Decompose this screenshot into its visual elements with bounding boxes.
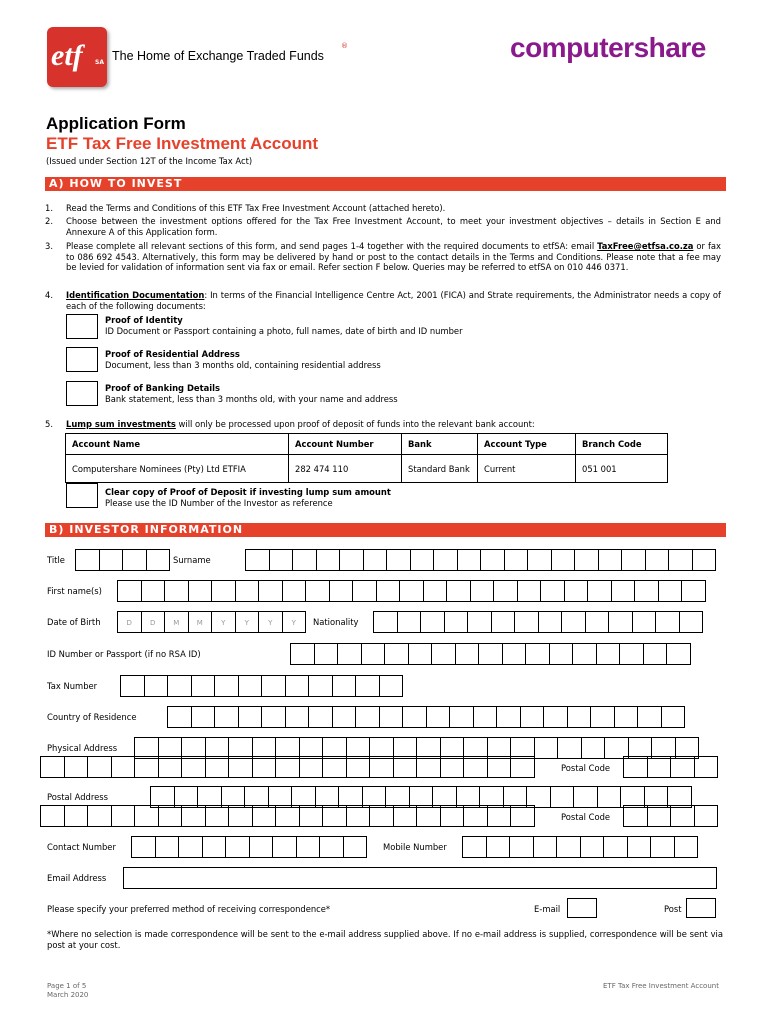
issued-note: (Issued under Section 12T of the Income Tax Act) bbox=[46, 156, 253, 166]
email-link[interactable]: TaxFree@etfsa.co.za bbox=[597, 241, 694, 251]
cell-account-number: 282 474 110 bbox=[289, 455, 402, 483]
col-bank: Bank bbox=[402, 434, 478, 455]
tax-field[interactable] bbox=[120, 675, 402, 697]
proof-identity-desc: ID Document or Passport containing a photo, full names, date of birth and ID number bbox=[105, 326, 463, 336]
proof-identity-title: Proof of Identity bbox=[105, 315, 183, 325]
pref-email-checkbox[interactable] bbox=[567, 898, 597, 918]
instruction-1-num: 1. bbox=[45, 203, 53, 213]
instruction-3-pre: Please complete all relevant sections of this form, and send pages 1-4 together with the required documents to etfSA: email bbox=[66, 241, 598, 251]
dob-day-1[interactable]: D bbox=[117, 611, 142, 633]
col-account-type: Account Type bbox=[478, 434, 576, 455]
proof-banking-title: Proof of Banking Details bbox=[105, 383, 220, 393]
postal-code-label-physical: Postal Code bbox=[561, 763, 611, 773]
postal-code-label-postal: Postal Code bbox=[561, 812, 611, 822]
col-branch-code: Branch Code bbox=[576, 434, 668, 455]
instruction-4-lead: Identification Documentation bbox=[66, 290, 205, 300]
dob-year-2[interactable]: Y bbox=[235, 611, 260, 633]
country-label: Country of Residence bbox=[47, 712, 137, 722]
col-account-name: Account Name bbox=[66, 434, 289, 455]
physical-postal-code-field[interactable] bbox=[623, 756, 717, 778]
contact-number-field[interactable] bbox=[131, 836, 366, 858]
pref-email-label: E-mail bbox=[534, 904, 561, 914]
computershare-logo-text: computershare bbox=[510, 32, 706, 63]
bank-details-table bbox=[65, 433, 668, 483]
proof-banking-checkbox[interactable] bbox=[66, 381, 98, 406]
proof-address-checkbox[interactable] bbox=[66, 347, 98, 372]
dob-label: Date of Birth bbox=[47, 617, 101, 627]
cell-account-type: Current bbox=[478, 455, 576, 483]
contact-number-label: Contact Number bbox=[47, 842, 116, 852]
correspondence-note: *Where no selection is made correspondence will be sent to the e-mail address supplied above. If no e-mail address is supplied, correspondence will be sent via post at your cost. bbox=[47, 929, 723, 950]
pref-post-label: Post bbox=[664, 904, 682, 914]
col-account-number: Account Number bbox=[289, 434, 402, 455]
etf-logo bbox=[47, 27, 107, 87]
proof-deposit-checkbox[interactable] bbox=[66, 483, 98, 508]
surname-label: Surname bbox=[173, 555, 211, 565]
first-names-field[interactable] bbox=[117, 580, 705, 602]
page-subtitle: ETF Tax Free Investment Account bbox=[46, 134, 319, 153]
proof-banking-desc: Bank statement, less than 3 months old, with your name and address bbox=[105, 394, 398, 404]
cell-account-name: Computershare Nominees (Pty) Ltd ETFIA bbox=[66, 455, 289, 483]
proof-address-desc: Document, less than 3 months old, containing residential address bbox=[105, 360, 381, 370]
proof-deposit-desc: Please use the ID Number of the Investor as reference bbox=[105, 498, 333, 508]
etf-logo-text: etf bbox=[51, 39, 83, 72]
page-number: Page 1 of 5 bbox=[47, 982, 87, 990]
dob-month-2[interactable]: M bbox=[188, 611, 213, 633]
correspondence-pref-label: Please specify your preferred method of receiving correspondence* bbox=[47, 904, 331, 914]
id-label: ID Number or Passport (if no RSA ID) bbox=[47, 649, 201, 659]
pref-post-checkbox[interactable] bbox=[686, 898, 716, 918]
postal-address-label: Postal Address bbox=[47, 792, 108, 802]
nationality-field[interactable] bbox=[373, 611, 702, 633]
dob-month-1[interactable]: M bbox=[164, 611, 189, 633]
registered-mark: ® bbox=[341, 42, 348, 50]
id-field[interactable] bbox=[290, 643, 690, 665]
dob-day-2[interactable]: D bbox=[141, 611, 166, 633]
instruction-4-num: 4. bbox=[45, 290, 53, 300]
computershare-logo bbox=[510, 32, 706, 72]
footer-doc-title: ETF Tax Free Investment Account bbox=[603, 982, 719, 990]
first-names-label: First name(s) bbox=[47, 586, 102, 596]
dob-field[interactable] bbox=[117, 611, 305, 633]
mobile-number-field[interactable] bbox=[462, 836, 697, 858]
instruction-5-num: 5. bbox=[45, 419, 53, 429]
tax-label: Tax Number bbox=[47, 681, 98, 691]
footer-date: March 2020 bbox=[47, 991, 89, 999]
cell-bank: Standard Bank bbox=[402, 455, 478, 483]
postal-address-line2[interactable] bbox=[40, 805, 534, 827]
instruction-4-text: : In terms of the Financial Intelligence Centre Act, 2001 (FICA) and Strate requirements, the Administrator needs a copy of each of the following documents: bbox=[66, 290, 721, 311]
section-a-heading: A) HOW TO INVEST bbox=[45, 177, 726, 191]
tagline: The Home of Exchange Traded Funds bbox=[112, 49, 324, 63]
cell-branch-code: 051 001 bbox=[576, 455, 668, 483]
dob-year-1[interactable]: Y bbox=[211, 611, 236, 633]
bank-table-header-row bbox=[66, 434, 668, 455]
physical-address-label: Physical Address bbox=[47, 743, 118, 753]
proof-deposit-title: Clear copy of Proof of Deposit if investing lump sum amount bbox=[105, 487, 391, 497]
country-field[interactable] bbox=[167, 706, 684, 728]
section-b-heading: B) INVESTOR INFORMATION bbox=[45, 523, 726, 537]
table-row bbox=[66, 455, 668, 483]
postal-postal-code-field[interactable] bbox=[623, 805, 717, 827]
instruction-3-num: 3. bbox=[45, 241, 53, 251]
instruction-2-num: 2. bbox=[45, 216, 53, 226]
mobile-number-label: Mobile Number bbox=[383, 842, 447, 852]
etf-logo-sub: SA bbox=[95, 59, 104, 66]
instruction-5-text: will only be processed upon proof of deposit of funds into the relevant bank account: bbox=[175, 419, 535, 429]
email-label: Email Address bbox=[47, 873, 107, 883]
instruction-5-lead: Lump sum investments bbox=[66, 419, 176, 429]
physical-address-line2[interactable] bbox=[40, 756, 534, 778]
instruction-3-post: or fax to 086 692 4543. Alternatively, this form may be delivered by hand or post to the contact details in the Terms and Conditions. Please note that a fee may be levied for validation of information sent via fax or email. Refer section F below. Queries may be referred to etfSA on 010 446 0371. bbox=[66, 241, 721, 273]
proof-identity-checkbox[interactable] bbox=[66, 314, 98, 339]
page-title: Application Form bbox=[46, 114, 186, 133]
dob-year-3[interactable]: Y bbox=[258, 611, 283, 633]
surname-field[interactable] bbox=[245, 549, 715, 571]
dob-year-4[interactable]: Y bbox=[282, 611, 307, 633]
proof-address-title: Proof of Residential Address bbox=[105, 349, 240, 359]
title-field[interactable] bbox=[75, 549, 169, 571]
instruction-2-text: Choose between the investment options offered for the Tax Free Investment Account, to meet your investment objectives – details in Section E and Annexure A of this Application form. bbox=[66, 216, 721, 237]
email-field[interactable] bbox=[123, 867, 717, 889]
instruction-1-text: Read the Terms and Conditions of this ETF Tax Free Investment Account (attached hereto). bbox=[66, 203, 446, 213]
title-label: Title bbox=[47, 555, 65, 565]
nationality-label: Nationality bbox=[313, 617, 359, 627]
